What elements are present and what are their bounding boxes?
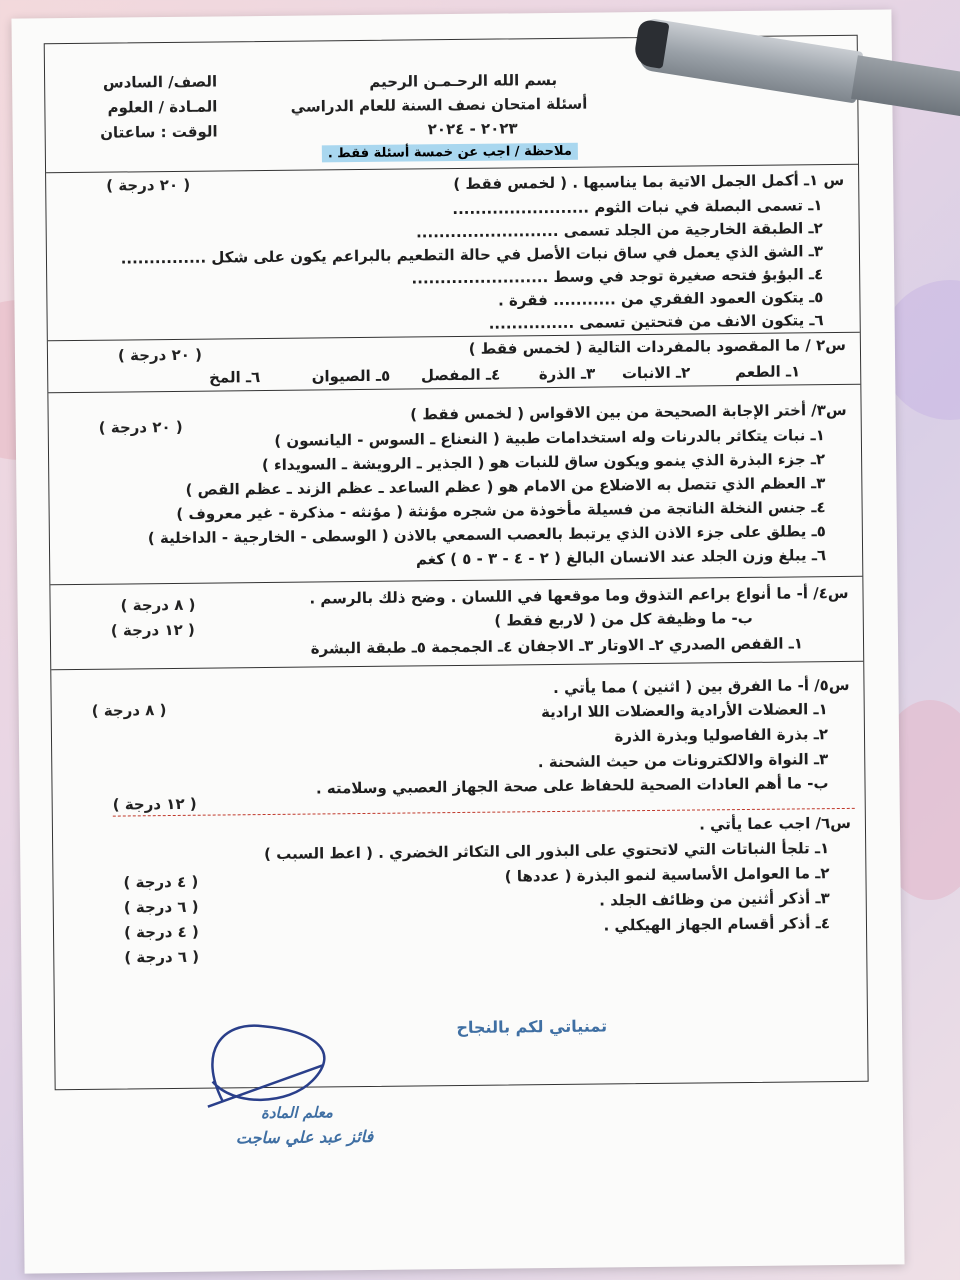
q2-item: ٦ـ المخ [208, 368, 261, 387]
q6-title: س٦/ اجب عما يأتي . [699, 813, 852, 834]
q6-grade: ( ٤ درجة ) [123, 872, 199, 892]
divider [51, 661, 863, 671]
q5-grade-a: ( ٨ درجة ) [91, 701, 167, 720]
q2-item: ٤ـ المفصل [420, 365, 501, 385]
q1-grade: ( ٢٠ درجة ) [106, 175, 191, 195]
q6-grade: ( ٦ درجة ) [123, 897, 199, 917]
q2-item: ٥ـ الصيوان [311, 366, 391, 386]
q1-item: ٥ـ يتكون العمود الفقري من ........... فقرة . [497, 288, 824, 310]
q6-item: ١ـ تلجأ النباتات التي لاتحتوي على البذور الى التكاثر الخضري . ( اعط السبب ) [263, 839, 830, 864]
q6-grade: ( ٤ درجة ) [123, 922, 199, 942]
q6-item: ٢ـ ما العوامل الأساسية لنمو البذرة ( عددها ) [504, 864, 830, 886]
basmala: بسم الله الرحـمـن الرحيم [369, 70, 558, 91]
q2-item: ٣ـ الذرة [538, 364, 596, 384]
divider [50, 576, 862, 586]
q2-item: ١ـ الطعم [734, 362, 801, 382]
wishes: تمنياتي لكم بالنجاح [456, 1016, 608, 1038]
q5-title-b: ب- ما أهم العادات الصحية للحفاظ على صحة الجهاز العصبي وسلامته . [315, 774, 829, 798]
q2-grade: ( ٢٠ درجة ) [117, 345, 203, 365]
q1-item: ٦ـ يتكون الانف من فتحتين تسمى ............... [488, 311, 824, 333]
q3-grade: ( ٢٠ درجة ) [98, 417, 183, 437]
q3-item: ٤ـ جنس النخلة الناتجة من فسيلة مأخوذة من شجره مؤنثة ( مؤنثه - مذكرة - غير معروف ) [176, 498, 826, 523]
q6-item: ٣ـ أذكر أثنين من وظائف الجلد . [599, 889, 830, 910]
exam-paper [11, 9, 904, 1273]
q4-title-a: س٤/ أ- ما أنواع براعم التذوق وما موقعها في اللسان . وضح ذلك بالرسم . [309, 583, 849, 608]
divider [48, 384, 860, 394]
q6-item: ٤ـ أذكر أقسام الجهاز الهيكلي . [603, 914, 831, 935]
q1-item: ٢ـ الطبقة الخارجية من الجلد تسمى ......................... [415, 219, 823, 242]
q1-item: ١ـ تسمى البصلة في نبات الثوم ........................ [452, 196, 823, 219]
q3-title: س٣/ أختر الإجابة الصحيحة من بين الاقواس ( لخمس فقط ) [410, 400, 847, 424]
teacher-name: فائز عبد علي ساجت [235, 1126, 374, 1148]
exam-time: الوقت : ساعتان [100, 122, 218, 142]
q4-grade-a: ( ٨ درجة ) [120, 595, 196, 615]
q4-grade-b: ( ١٢ درجة ) [110, 620, 195, 640]
q3-item: ١ـ نبات يتكاثر بالدرنات وله استخدامات طبية ( النعناع ـ السوس - اليانسون ) [274, 426, 825, 450]
q1-title: س ١ـ أكمل الجمل الاتية بما يناسبها . ( لخمس فقط ) [453, 170, 845, 194]
q5-item: ٣ـ النواة والالكترونات من حيث الشحنة . [537, 750, 829, 772]
q2-title: س٢ / ما المقصود بالمفردات التالية ( لخمس فقط ) [468, 335, 847, 358]
q4-title-b: ب- ما وظيفة كل من ( لاربع فقط ) [494, 608, 753, 630]
q3-item: ٦ـ يبلغ وزن الجلد عند الانسان البالغ ( ٢ - ٤ - ٣ - ٥ ) كغم [415, 546, 827, 569]
q2-item: ٢ـ الانبات [621, 363, 691, 383]
grade-class: الصف/ السادس [102, 72, 218, 92]
q5-grade-b: ( ١٢ درجة ) [112, 794, 197, 814]
exam-title: أسئلة امتحان نصف السنة للعام الدراسي [290, 94, 588, 116]
q3-item: ٢ـ جزء البذرة الذي ينمو ويكون ساق للنبات هو ( الجذير ـ الرويشة ـ السويداء ) [261, 450, 826, 475]
exam-frame [44, 35, 869, 1090]
q5-title-a: س٥/ أ- ما الفرق بين ( اثنين ) مما يأتي . [553, 675, 850, 698]
q5-item: ١ـ العضلات الأرادية والعضلات اللا ارادية [540, 700, 828, 722]
exam-note: ملاحظة / اجب عن خمسة أسئلة فقط . [322, 143, 578, 163]
q1-item: ٣ـ الشق الذي يعمل في ساق نبات الأصل في حالة التطعيم بالبراعم يكون على شكل ............... [120, 242, 824, 268]
q4-items: ١ـ القفص الصدري ٢ـ الاوتار ٣ـ الاجفان ٤ـ الجمجمة ٥ـ طبقة البشرة [310, 634, 804, 658]
q3-item: ٥ـ يطلق على جزء الاذن الذي يرتبط بالعصب السمعي بالاذن ( الوسطى - الخارجية - الداخلية ) [147, 522, 826, 548]
subject: المـادة / العلوم [107, 97, 218, 117]
academic-year: ٢٠٢٣ - ٢٠٢٤ [427, 119, 518, 139]
q6-grade: ( ٦ درجة ) [124, 947, 200, 967]
teacher-role: معلم المادة [260, 1103, 334, 1123]
q1-item: ٤ـ البؤبؤ فتحه صغيرة توجد في وسط ........................ [411, 265, 824, 288]
q3-item: ٣ـ العظم الذي تتصل به الاضلاع من الامام هو ( عظم الساعد ـ عظم الزند ـ عظم القص ) [185, 474, 826, 499]
q5-item: ٢ـ بذرة الفاصوليا وبذرة الذرة [614, 725, 829, 746]
